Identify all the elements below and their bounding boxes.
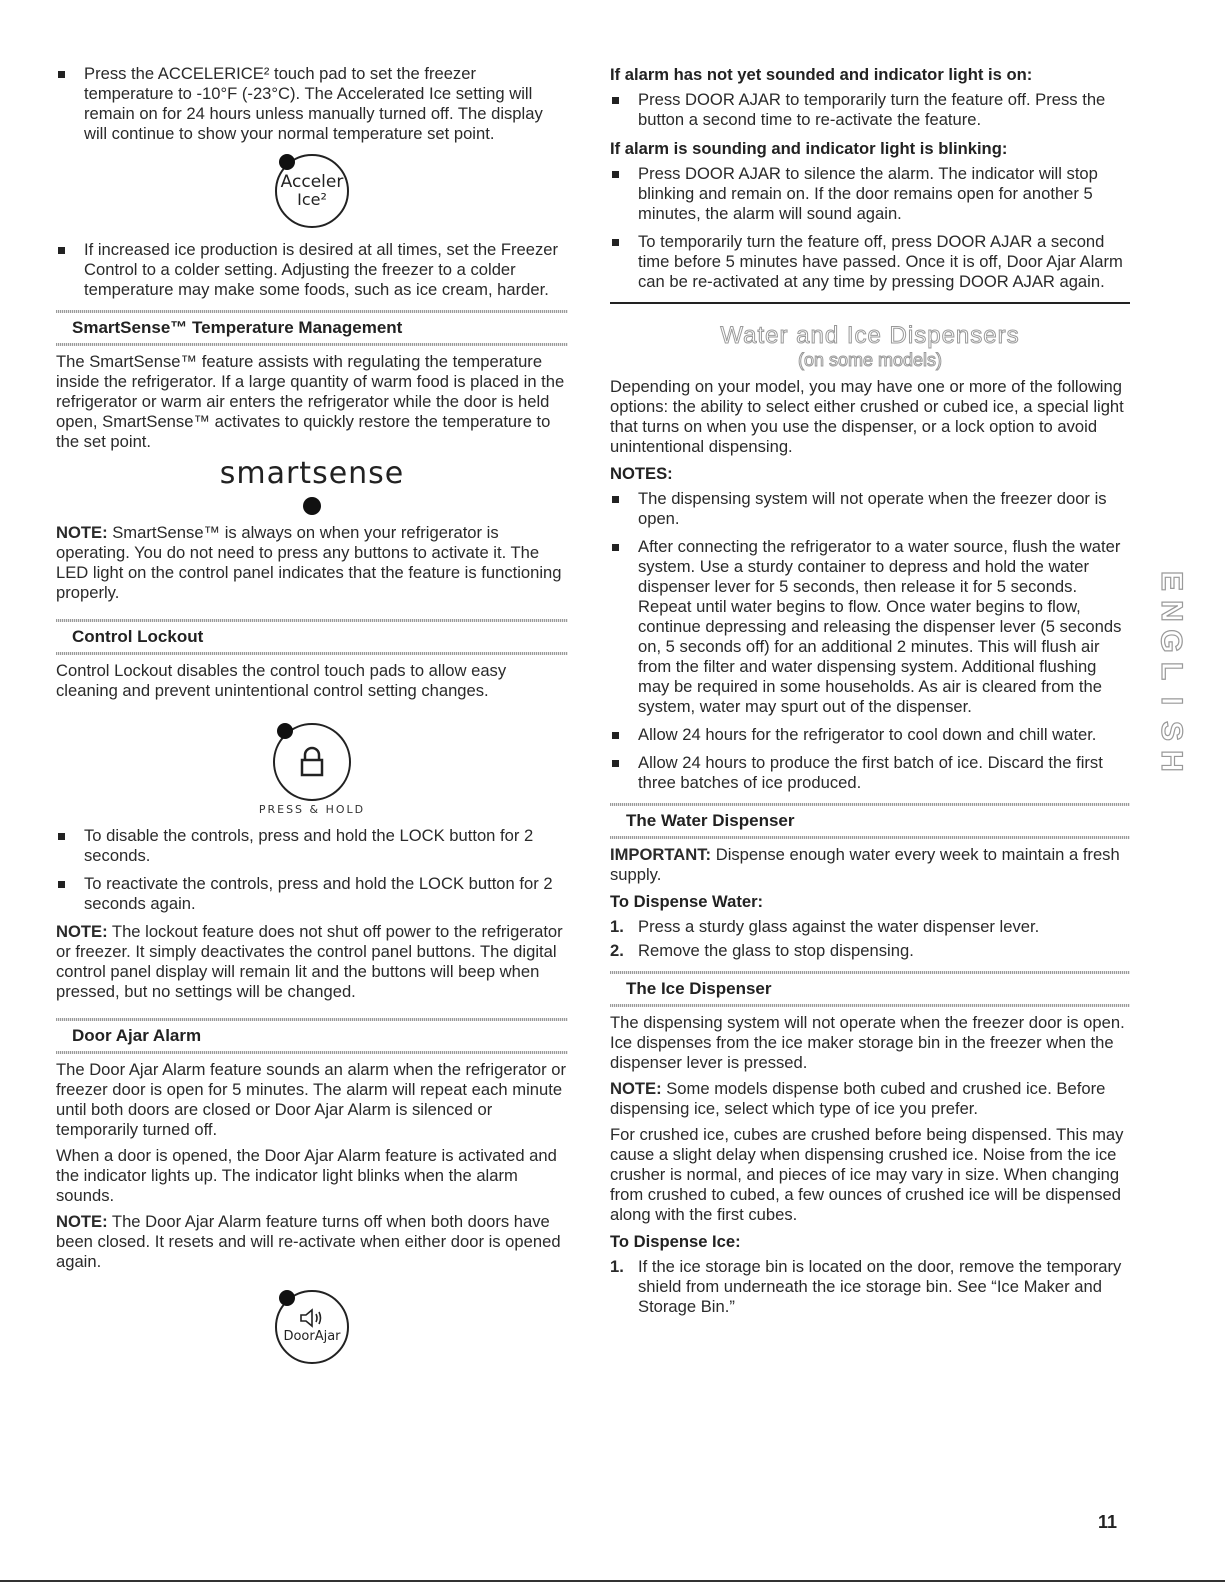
note-label: NOTE: [610,1079,662,1098]
smartsense-note [56,523,568,603]
dispensers-intro: Depending on your model, you may have one or more of the following options: the ability to select either crushed or cubed ice, a special light that turns on when you use the dispenser, or a lock option to avoid unintentional dispensing. [610,377,1124,456]
note-text: The lockout feature does not shut off power to the refrigerator or freezer. It simply deactivates the control panel buttons. The digital control panel display will remain lit and the buttons will beep when pressed, but no settings will be changed. [56,922,563,1001]
water-steps [610,917,1130,961]
step-text: Press a sturdy glass against the water dispenser lever. [638,917,1040,936]
smartsense-text: The SmartSense™ feature assists with regulating the temperature inside the refrigerator. If a large quantity of warm food is placed in the refrigerator or warm air enters the refrigerator while the door is held open, SmartSense™ activates to quickly restore the temperature to the set point. [56,352,565,451]
acceler-ice-line2: Ice² [297,190,327,209]
tab-letter: H [1154,750,1188,772]
alarm-not-sounded-list [610,90,1130,130]
door-ajar-text1: The Door Ajar Alarm feature sounds an alarm when the refrigerator or freezer door is open for 5 minutes. The alarm will repeat each minute until both doors are closed or Door Ajar Alarm is silenced or temporarily turned off. [56,1060,567,1139]
acceler-ice-line1: Acceler [280,172,344,192]
ice-list [56,240,568,300]
accel-list [56,64,568,144]
ice-steps [610,1257,1130,1317]
step-text: Remove the glass to stop dispensing. [638,941,914,960]
alarm-sounding-heading: If alarm is sounding and indicator light is blinking: [610,139,1008,158]
door-ajar-text2: When a door is opened, the Door Ajar Alarm feature is activated and the indicator lights up. The indicator light blinks when the alarm sounds. [56,1146,557,1205]
note-text: SmartSense™ is always on when your refrigerator is operating. You do not need to press any buttons to activate it. The LED light on the control panel indicates that the feature is functioning properly. [56,523,562,602]
dispense-ice-heading: To Dispense Ice: [610,1232,741,1251]
smartsense-heading: SmartSense™ Temperature Management [56,310,568,346]
note-label: NOTE: [56,922,108,941]
ice-production-bullet: If increased ice production is desired at all times, set the Freezer Control to a colder setting. Adjusting the freezer to a colder temperature may make some foods, such as ice cream, harder. [56,240,568,300]
door-ajar-note [56,1212,568,1272]
water-dispenser-heading: The Water Dispenser [610,803,1130,839]
smartsense-logo [56,456,568,515]
page-number: 11 [1098,1512,1118,1532]
step-item [610,917,1130,937]
control-lockout-heading: Control Lockout [56,619,568,655]
lock-icon-wrap [56,723,568,816]
dispensers-subtitle: (on some models) [797,350,943,370]
note-item: Allow 24 hours for the refrigerator to cool down and chill water. [610,725,1130,745]
bottom-rule [0,1580,1225,1582]
ice-dispenser-text1: The dispensing system will not operate when the freezer door is open. Ice dispenses from the ice maker storage bin in the freezer when the dispenser lever is pressed. [610,1013,1125,1072]
left-column [56,64,568,1376]
indicator-dot-icon [279,154,295,170]
notes-list [610,489,1130,793]
tab-letter: G [1155,629,1188,653]
note-text: Some models dispense both cubed and crushed ice. Before dispensing ice, select which type of ice you prefer. [610,1079,1106,1118]
smartsense-dot-icon [303,497,321,515]
tab-letter: L [1154,661,1188,681]
important-label: IMPORTANT: [610,845,712,864]
lockout-bullet: To reactivate the controls, press and hold the LOCK button for 2 seconds again. [56,874,568,914]
acceler-ice-icon-wrap [56,154,568,228]
control-lockout-text: Control Lockout disables the control touch pads to allow easy cleaning and prevent unintentional control setting changes. [56,661,507,700]
tab-letter: I [1155,696,1188,706]
notes-heading: NOTES: [610,464,673,483]
ice-dispenser-text2: For crushed ice, cubes are crushed before being dispensed. This may cause a slight delay when dispensing crushed ice. Noise from the ice crusher is normal, and pieces of ice may vary in size. When changing from crushed to cubed, a few ounces of crushed ice will be dispensed along with the first cubes. [610,1125,1124,1224]
tab-letter: E [1154,570,1188,592]
alarm-not-sounded-heading: If alarm has not yet sounded and indicator light is on: [610,65,1033,84]
dispense-water-heading: To Dispense Water: [610,892,764,911]
door-ajar-icon-label: DoorAjar [283,1329,341,1344]
lock-icon [273,723,351,801]
door-ajar-heading: Door Ajar Alarm [56,1018,568,1054]
padlock-icon [295,745,329,779]
important-text: Dispense enough water every week to maintain a fresh supply. [610,845,1120,884]
important-note [610,845,1130,885]
step-item [610,941,1130,961]
note-text: The Door Ajar Alarm feature turns off when both doors have been closed. It resets and will re-activate when either door is opened again. [56,1212,561,1271]
smartsense-logo-text: smartsense [219,456,405,491]
alarm-bullet: Press DOOR AJAR to temporarily turn the feature off. Press the button a second time to re-activate the feature. [610,90,1130,130]
english-side-tab [1154,566,1188,772]
ice-dispenser-note [610,1079,1130,1119]
alarm-bullet: Press DOOR AJAR to silence the alarm. The indicator will stop blinking and remain on. If the door remains open for another 5 minutes, the alarm will sound again. [610,164,1130,224]
door-ajar-icon-wrap [56,1290,568,1364]
indicator-dot-icon [279,1290,295,1306]
lockout-note [56,922,568,1002]
note-item: The dispensing system will not operate when the freezer door is open. [610,489,1130,529]
tab-letter: S [1154,720,1188,742]
step-number: 1. [610,1257,624,1276]
alarm-sounding-list [610,164,1130,292]
note-item: Allow 24 hours to produce the first batch of ice. Discard the first three batches of ice produced. [610,753,1130,793]
step-item [610,1257,1130,1317]
right-column [610,64,1130,1321]
press-hold-label: PRESS & HOLD [258,803,366,816]
step-number: 2. [610,941,624,960]
step-number: 1. [610,917,624,936]
ice-dispenser-heading: The Ice Dispenser [610,971,1130,1007]
door-ajar-icon [275,1290,349,1364]
note-label: NOTE: [56,1212,108,1231]
tab-letter: N [1154,600,1188,622]
acceler-ice-icon [275,154,349,228]
alarm-bullet: To temporarily turn the feature off, press DOOR AJAR a second time before 5 minutes have passed. Once it is off, Door Ajar Alarm can be re-activated at any time by pressing DOOR AJAR again. [610,232,1130,292]
step-text: If the ice storage bin is located on the door, remove the temporary shield from underneath the ice storage bin. See “Ice Maker and Storage Bin.” [638,1257,1122,1316]
lockout-bullet: To disable the controls, press and hold the LOCK button for 2 seconds. [56,826,568,866]
indicator-dot-icon [277,723,293,739]
dispensers-title: Water and Ice Dispensers [720,322,1020,349]
accel-bullet: Press the ACCELERICE² touch pad to set the freezer temperature to -10°F (-23°C). The Accelerated Ice setting will remain on for 24 hours unless manually turned off. The display will continue to show your normal temperature set point. [56,64,568,144]
lockout-list [56,826,568,914]
speaker-icon [299,1308,325,1328]
section-divider [610,302,1130,304]
note-label: NOTE: [56,523,108,542]
note-item: After connecting the refrigerator to a water source, flush the water system. Use a sturdy container to depress and hold the water dispenser lever for 5 seconds, then release it for 5 seconds. Repeat until water begins to flow. Once water begins to flow, continue depressing and releasing the dispenser lever (5 seconds on, 5 seconds off) for an additional 2 minutes. This will flush air from the filter and water dispensing system. Additional flushing may be required in some households. As air is cleared from the system, water may spurt out of the dispenser. [610,537,1130,717]
